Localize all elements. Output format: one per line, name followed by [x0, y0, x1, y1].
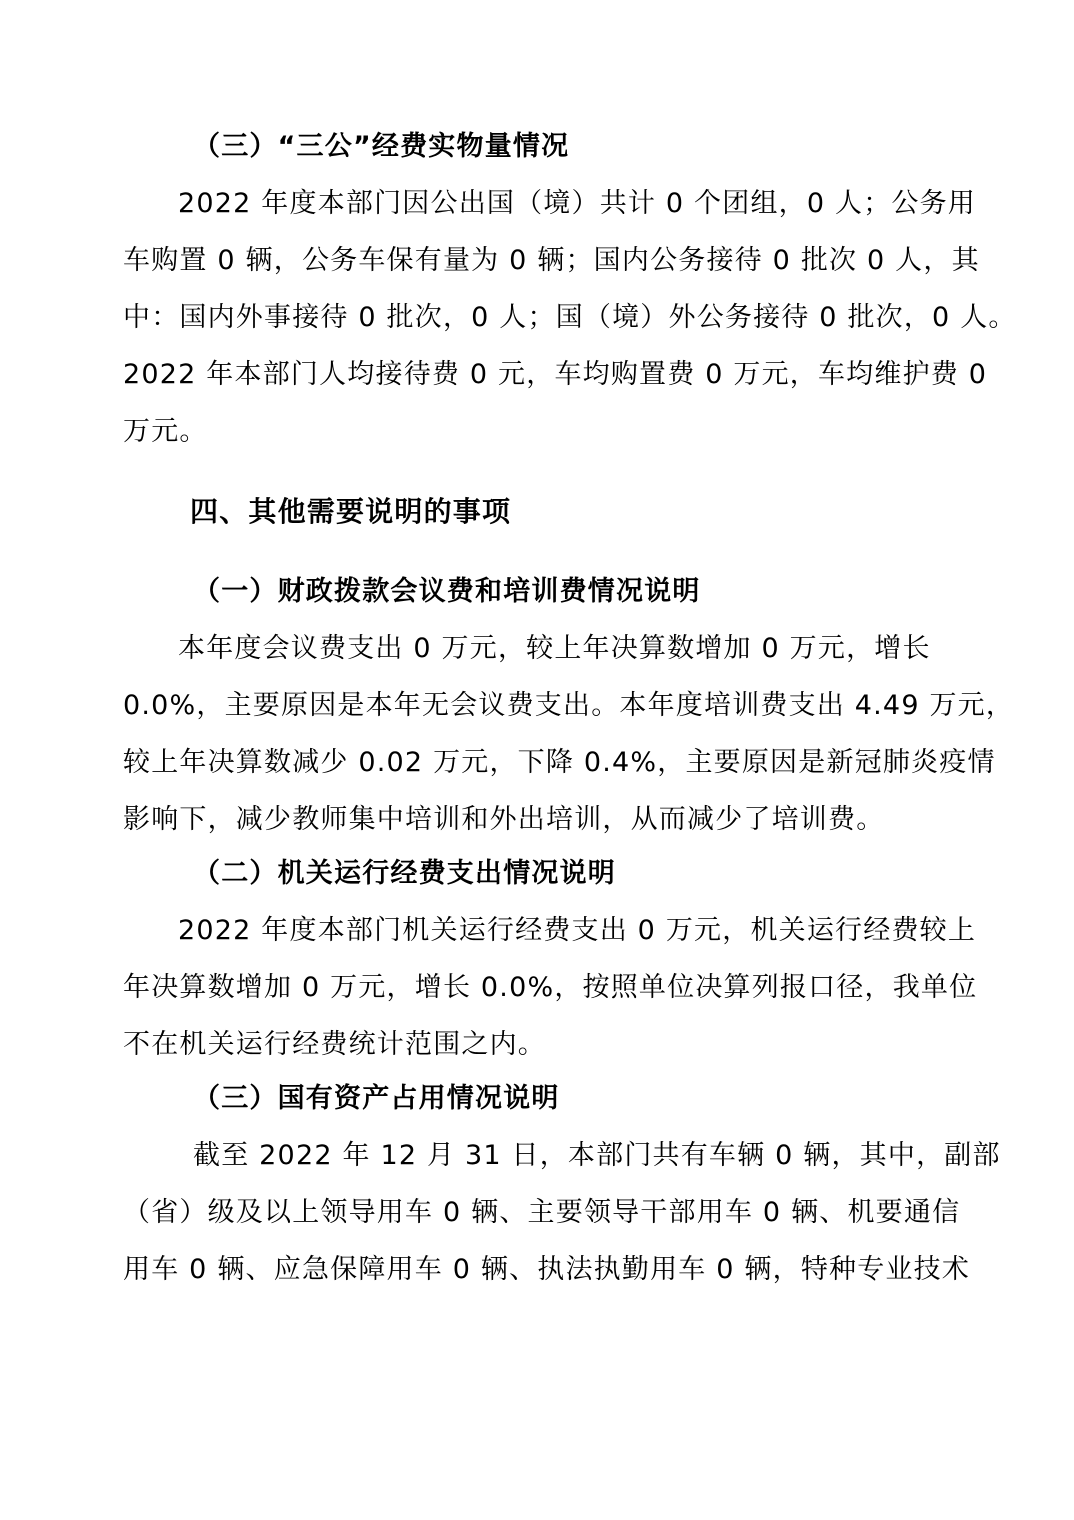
paragraph-line: 年决算数增加 0 万元，增长 0.0%，按照单位决算列报口径，我单位: [123, 972, 978, 1003]
paragraph-line: 2022 年度本部门机关运行经费支出 0 万元，机关运行经费较上: [178, 915, 977, 946]
paragraph-line: 影响下，减少教师集中培训和外出培训，从而减少了培训费。: [123, 804, 885, 835]
paragraph-line: 本年度会议费支出 0 万元，较上年决算数增加 0 万元，增长: [178, 633, 931, 664]
paragraph-line: 车购置 0 辆，公务车保有量为 0 辆；国内公务接待 0 批次 0 人，其: [123, 245, 980, 276]
section-heading: （三）“三公”经费实物量情况: [193, 131, 570, 162]
paragraph-line: （省）级及以上领导用车 0 辆、主要领导干部用车 0 辆、机要通信: [123, 1197, 961, 1228]
paragraph-line: 2022 年度本部门因公出国（境）共计 0 个团组，0 人；公务用: [178, 188, 976, 219]
paragraph-line: 中：国内外事接待 0 批次，0 人；国（境）外公务接待 0 批次，0 人。: [123, 302, 1017, 333]
paragraph-line: 万元。: [123, 416, 208, 447]
subsection-heading: （二）机关运行经费支出情况说明: [193, 858, 616, 889]
paragraph-line: 截至 2022 年 12 月 31 日，本部门共有车辆 0 辆，其中，副部: [193, 1140, 1001, 1171]
section-four-heading: 四、其他需要说明的事项: [190, 495, 512, 528]
paragraph-line: 较上年决算数减少 0.02 万元，下降 0.4%，主要原因是新冠肺炎疫情: [123, 747, 996, 778]
paragraph-line: 用车 0 辆、应急保障用车 0 辆、执法执勤用车 0 辆，特种专业技术: [123, 1254, 971, 1285]
paragraph-line: 0.0%，主要原因是本年无会议费支出。本年度培训费支出 4.49 万元，: [123, 690, 1015, 721]
paragraph-line: 不在机关运行经费统计范围之内。: [123, 1029, 546, 1060]
subsection-heading: （三）国有资产占用情况说明: [193, 1083, 560, 1114]
subsection-heading: （一）财政拨款会议费和培训费情况说明: [193, 576, 701, 607]
paragraph-line: 2022 年本部门人均接待费 0 元，车均购置费 0 万元，车均维护费 0: [123, 359, 988, 390]
